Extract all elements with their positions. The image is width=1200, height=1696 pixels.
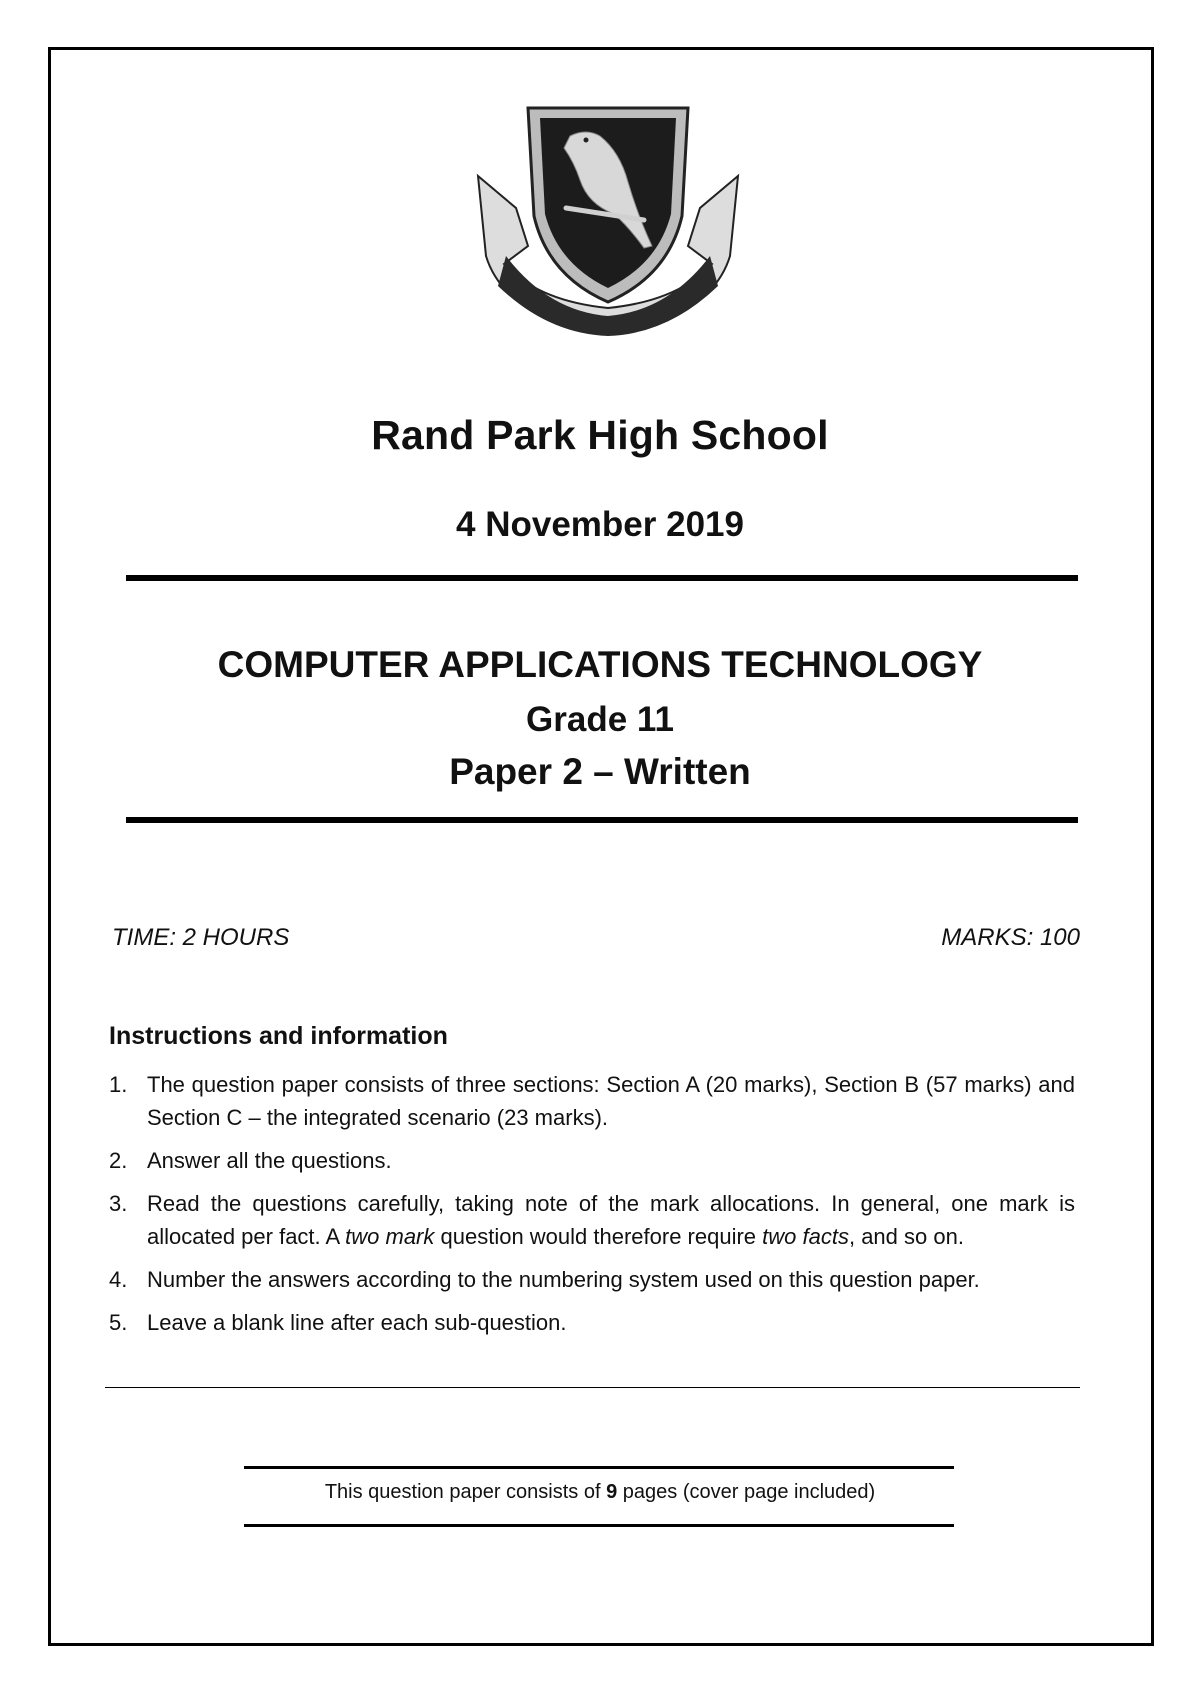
grade-label: Grade 11 bbox=[526, 700, 674, 739]
instruction-item: 1. The question paper consists of three sections: Section A (20 marks), Section B (57 marks) and Section C – the integrated scenario (23 marks). bbox=[109, 1072, 1075, 1130]
school-name: Rand Park High School bbox=[371, 412, 829, 458]
paper-label: Paper 2 – Written bbox=[449, 751, 751, 792]
title-rule-top bbox=[126, 575, 1078, 581]
subject-title: COMPUTER APPLICATIONS TECHNOLOGY bbox=[217, 644, 983, 685]
title-rule-bottom bbox=[126, 817, 1078, 823]
marks-label: MARKS: 100 bbox=[941, 924, 1080, 951]
instructions-heading: Instructions and information bbox=[109, 1022, 448, 1050]
school-crest-logo bbox=[468, 96, 748, 340]
instruction-item: 3. Read the questions carefully, taking note of the mark allocations. In general, one mark is allocated per fact. A two mark question would therefore require two facts, and so on. bbox=[109, 1191, 1075, 1249]
page-count: 9 bbox=[606, 1481, 618, 1503]
time-label: TIME: 2 HOURS bbox=[112, 924, 290, 951]
instruction-item: 4. Number the answers according to the numbering system used on this question paper. bbox=[109, 1267, 980, 1292]
instructions-list bbox=[109, 1068, 1075, 1349]
instructions-divider bbox=[105, 1387, 1080, 1388]
page-count-note: This question paper consists of 9 pages (cover page included) bbox=[324, 1481, 876, 1503]
instruction-item: 2. Answer all the questions. bbox=[109, 1148, 392, 1173]
exam-date: 4 November 2019 bbox=[456, 505, 744, 544]
footer-rule-top bbox=[244, 1466, 954, 1469]
instruction-item: 5. Leave a blank line after each sub-question. bbox=[109, 1310, 567, 1335]
footer-rule-bottom bbox=[244, 1524, 954, 1527]
